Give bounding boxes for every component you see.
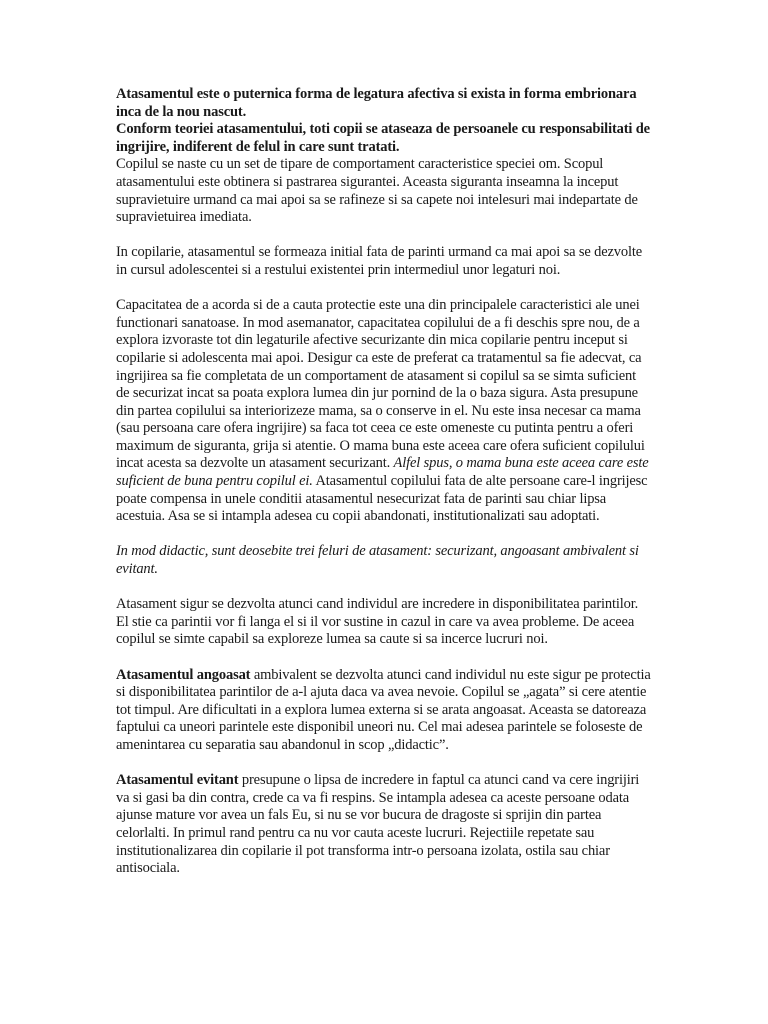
- intro-heading-1: Atasamentul este o puternica forma de legatura afectiva si exista in forma embrionara inca de la nou nascut.: [116, 86, 637, 120]
- paragraph-childhood: In copilarie, atasamentul se formeaza initial fata de parinti urmand ca mai apoi sa se dezvolte in cursul adolescentei si a restului existentei prin intermediul unor legaturi noi.: [116, 244, 643, 278]
- anxious-term: Atasamentul angoasat: [116, 666, 251, 683]
- avoidant-term: Atasamentul evitant: [116, 772, 239, 789]
- paragraph-protection-quote: Alfel spus, o mama buna este aceea care este suficient de buna pentru copilul ei.: [116, 455, 649, 490]
- paragraph-secure: Atasament sigur se dezvolta atunci cand individul are incredere in disponibilitatea parintilor. El stie ca parintii vor fi langa el si il vor sustine in cazul in care va avea probleme. De aceea copilul se simte capabil sa exploreze lumea sa caute si sa incerce lucruri noi.: [116, 596, 639, 648]
- paragraph-protection-text: Capacitatea de a acorda si de a cauta protectie este una din principalele caracteristici ale unei functionari sanatoase. In mod asemanator, capacitatea copilului de a fi deschis spre nou, de a explora izvoraste tot din legaturile afective securizante din mica copilarie pentru inceput si copilarie si adolescenta mai apoi. Desigur ca este de preferat ca tratamentul sa fie adecvat, ca ingrijirea sa fie completata de un comportament de atasament si copilul sa se simta suficient de securizat incat sa poata explora lumea din jur pornind de la o baza sigura. Asta presupune din partea copilului sa interiorizeze mama, sa o conserve in el. Nu este insa necesar ca mama (sau persoana care ofera ingrijire) sa faca tot ceea ce este omeneste cu putinta pentru a oferi maximum de siguranta, grija si atentie. O mama buna este aceea care ofera suficient copilului incat acesta sa dezvolte un atasament securizant.: [116, 297, 645, 472]
- paragraph-protection-text-2: Atasamentul copilului fata de alte persoane care-l ingrijesc poate compensa in unele conditii atasamentul nesecurizat fata de parinti sau chiar lipsa acestuia. Asa se si intampla adesea cu copii abandonati, institutionalizati sau adoptati.: [116, 473, 648, 525]
- intro-heading-2: Conform teoriei atasamentului, toti copii se ataseaza de persoanele cu responsabilitati de ingrijire, indiferent de felul in care sunt tratati.: [116, 121, 650, 155]
- avoidant-text: presupune o lipsa de incredere in faptul ca atunci cand va cere ingrijiri va si gasi ba din contra, crede ca va fi respins. Se intampla adesea ca aceste persoane odata ajunse mature vor avea un fals Eu, si nu se vor bucura de dragoste si sprijin din partea celorlalti. In primul rand pentru ca nu vor cauta aceste lucruri. Rejectiile repetate sau institutionalizarea din copilarie il pot transforma intr-o persoana izolata, ostila sau chiar antisociala.: [116, 772, 640, 877]
- anxious-text: ambivalent se dezvolta atunci cand individul nu este sigur pe protectia si disponibilitatea parintilor de a-l ajuta daca va avea nevoie. Copilul se „agata” si cere atentie tot timpul. Are dificultati in a explora lumea externa si se arata angoasat. Aceasta se datoreaza faptului ca uneori parintele este disponibil uneori nu. Cel mai adesea parintele se foloseste de amenintarea cu separatia sau abandonul in scop „didactic”.: [116, 666, 651, 753]
- paragraph-purpose: Copilul se naste cu un set de tipare de comportament caracteristice speciei om. Scopul atasamentului este obtinera si pastrarea sigurantei. Aceasta siguranta inseamna la inceput supravietuire urmand ca mai apoi sa se rafineze si sa capete noi intelesuri mai indepartate de supravietuirea imediata.: [116, 156, 638, 226]
- paragraph-anxious: [116, 667, 652, 755]
- paragraph-types: In mod didactic, sunt deosebite trei feluri de atasament: securizant, angoasant ambivalent si evitant.: [116, 543, 639, 578]
- paragraph-protection: [116, 297, 652, 526]
- document-body: [116, 86, 652, 878]
- paragraph-avoidant: [116, 772, 652, 878]
